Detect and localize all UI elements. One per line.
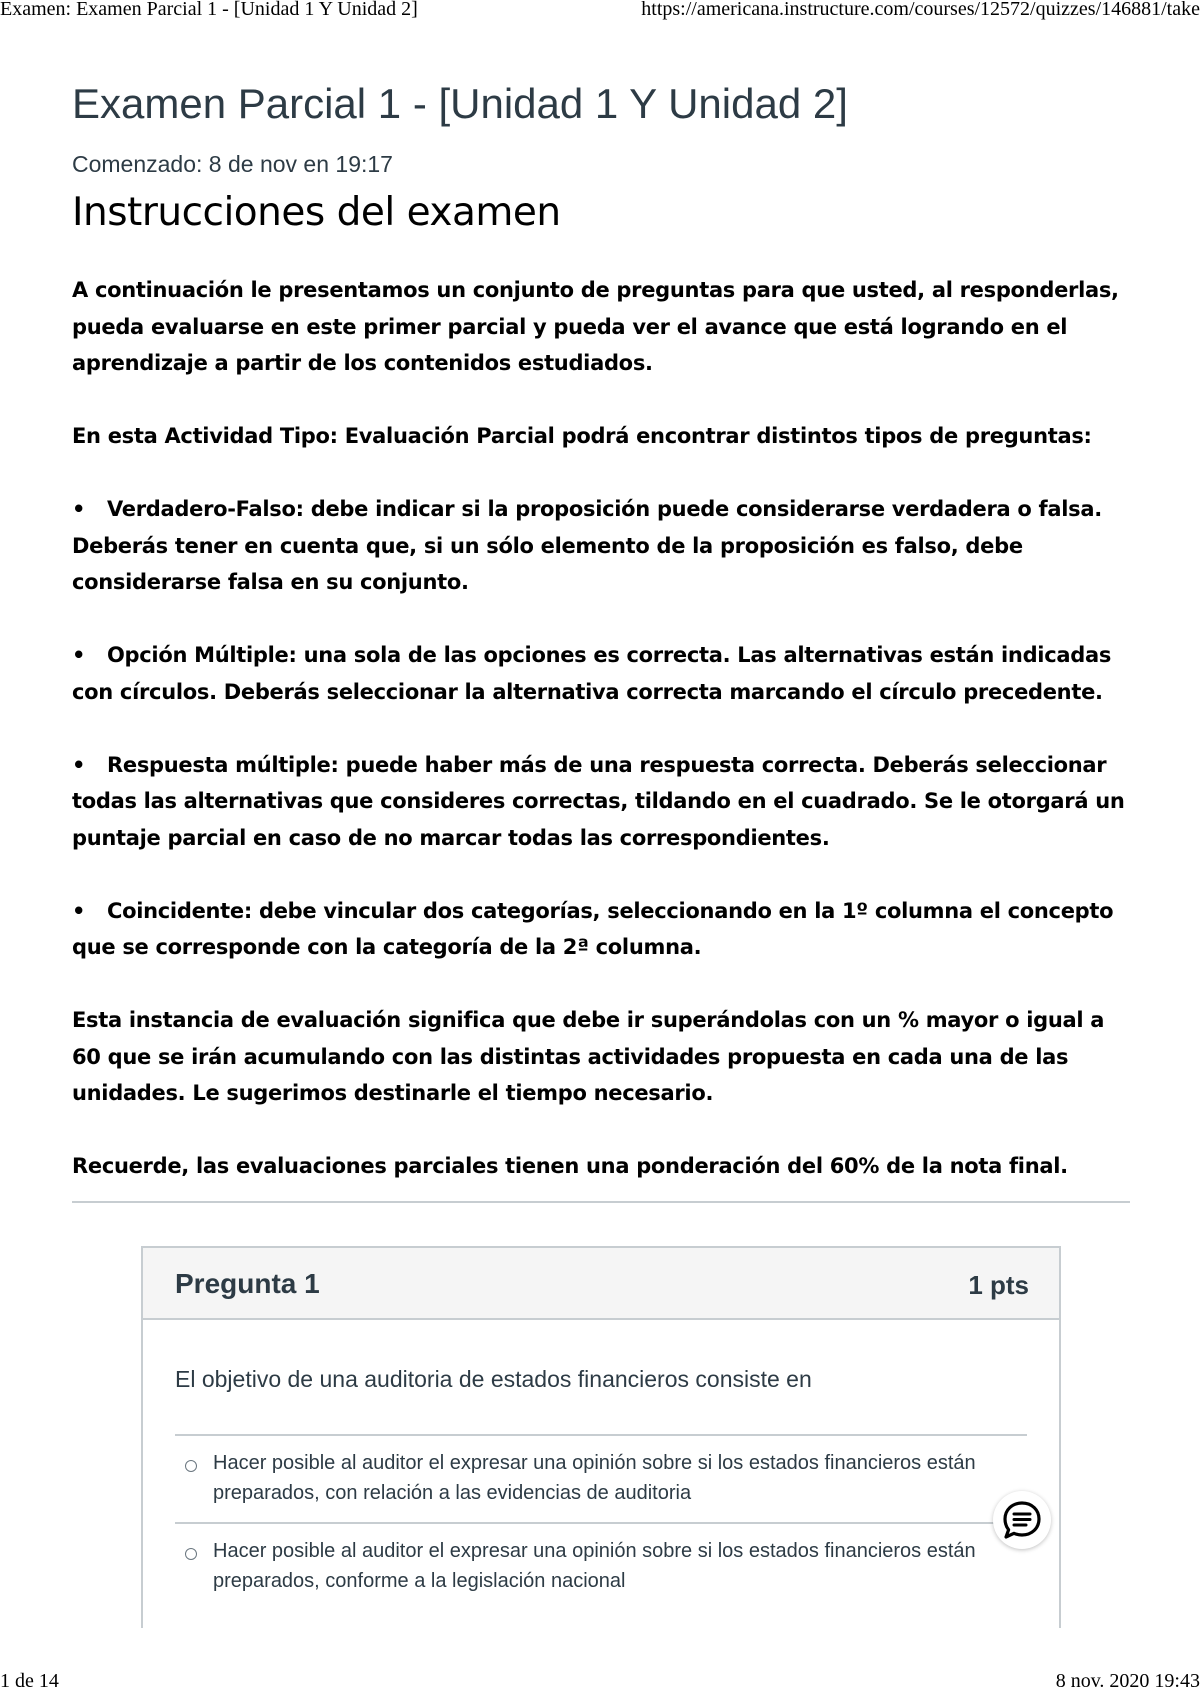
instructions-heading: Instrucciones del examen bbox=[72, 190, 561, 235]
print-timestamp: 8 nov. 2020 19:43 bbox=[1055, 1670, 1200, 1692]
section-divider bbox=[72, 1201, 1130, 1203]
chat-bubble-icon bbox=[1000, 1498, 1044, 1542]
radio-button-icon[interactable] bbox=[185, 1548, 197, 1560]
question-header bbox=[143, 1248, 1059, 1320]
question-type-matching: • Coincidente: debe vincular dos categorías, seleccionando en la 1º columna el concepto que se corresponde con la categoría de la 2ª columna. bbox=[72, 893, 1132, 966]
question-type-multiple-answer: • Respuesta múltiple: puede haber más de una respuesta correcta. Deberás seleccionar todas las alternativas que consideres correctas, tildando en el cuadrado. Se le otorgará un puntaje parcial en caso de no marcar todas las correspondientes. bbox=[72, 747, 1132, 857]
question-card bbox=[141, 1246, 1061, 1628]
instructions-body bbox=[72, 272, 1132, 1221]
instructions-reminder: Recuerde, las evaluaciones parciales tienen una ponderación del 60% de la nota final. bbox=[72, 1154, 1068, 1178]
instructions-activity: En esta Actividad Tipo: Evaluación Parcial podrá encontrar distintos tipos de preguntas: bbox=[72, 424, 1092, 448]
answer-option[interactable] bbox=[175, 1434, 1027, 1522]
bullet-icon: • bbox=[72, 497, 86, 521]
bullet-icon: • bbox=[72, 898, 86, 923]
question-points: 1 pts bbox=[968, 1270, 1029, 1300]
chat-button[interactable] bbox=[993, 1491, 1051, 1549]
print-url: https://americana.instructure.com/courses/12572/quizzes/146881/take bbox=[641, 0, 1200, 20]
bullet-icon: • bbox=[72, 752, 86, 777]
print-header bbox=[0, 0, 1200, 24]
quiz-title: Examen Parcial 1 - [Unidad 1 Y Unidad 2] bbox=[72, 80, 848, 127]
radio-button-icon[interactable] bbox=[185, 1460, 197, 1472]
question-name: Pregunta 1 bbox=[175, 1268, 320, 1299]
question-text: El objetivo de una auditoria de estados financieros consiste en bbox=[175, 1366, 812, 1392]
print-page-count: 1 de 14 bbox=[0, 1670, 59, 1692]
quiz-started-time: Comenzado: 8 de nov en 19:17 bbox=[72, 151, 393, 177]
activity-type: Evaluación Parcial bbox=[344, 424, 555, 448]
question-type-true-false: • Verdadero-Falso: debe indicar si la proposición puede considerarse verdadera o falsa. Deberás tener en cuenta que, si un sólo elemento de la proposición es falso, debe considerarse falsa en su conjunto. bbox=[72, 491, 1132, 601]
answer-label: Hacer posible al auditor el expresar una opinión sobre si los estados financieros están preparados, con relación a las evidencias de auditoria bbox=[213, 1452, 976, 1504]
answer-option[interactable] bbox=[175, 1522, 1027, 1610]
instructions-threshold: Esta instancia de evaluación significa que debe ir superándolas con un % mayor o igual a 60 que se irán acumulando con las distintas actividades propuesta en cada una de las unidades. Le sugerimos destinarle el tiempo necesario. bbox=[72, 1008, 1105, 1105]
question-type-multiple-choice: • Opción Múltiple: una sola de las opciones es correcta. Las alternativas están indicadas con círculos. Deberás seleccionar la alternativa correcta marcando el círculo precedente. bbox=[72, 637, 1132, 710]
print-page-title: Examen: Examen Parcial 1 - [Unidad 1 Y Unidad 2] bbox=[0, 0, 418, 20]
bullet-icon: • bbox=[72, 643, 86, 667]
answer-list bbox=[175, 1434, 1027, 1610]
print-footer bbox=[0, 1670, 1200, 1696]
instructions-intro: A continuación le presentamos un conjunto de preguntas para que usted, al responderlas, pueda evaluarse en este primer parcial y pueda ver el avance que está logrando en el aprendizaje a partir de los contenidos estudiados. bbox=[72, 278, 1119, 375]
answer-label: Hacer posible al auditor el expresar una opinión sobre si los estados financieros están preparados, conforme a la legislación nacional bbox=[213, 1540, 976, 1592]
